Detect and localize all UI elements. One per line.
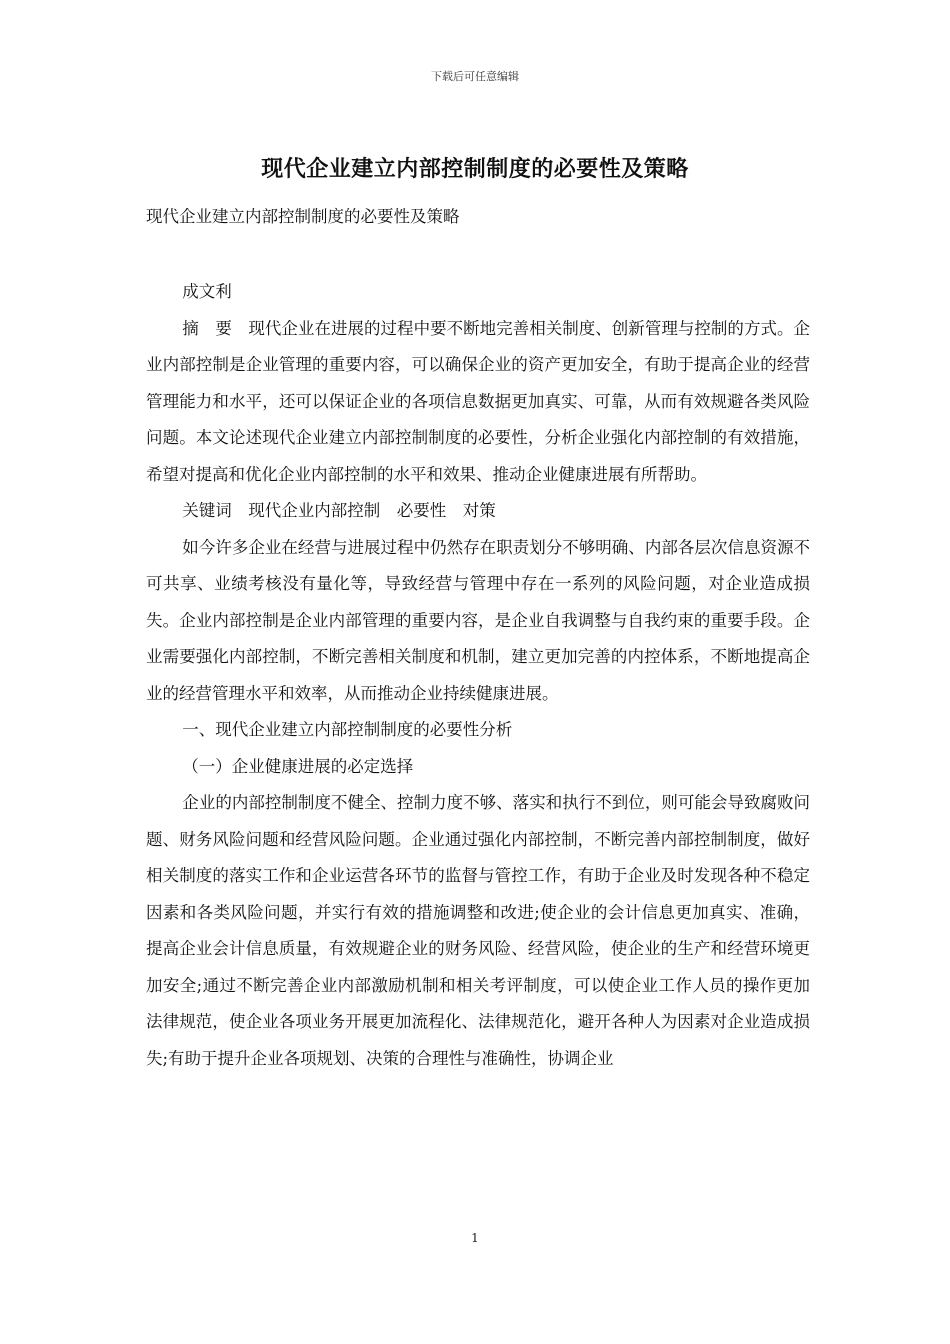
subsection-heading: （一）企业健康进展的必定选择 [182,756,414,776]
intro-paragraph: 如今许多企业在经营与进展过程中仍然存在职责划分不够明确、内部各层次信息资源不可共享、业绩考核没有量化等，导致经营与管理中存在一系列的风险问题，对企业造成损失。企业内部控制是企业内部管理的重要内容，是企业自我调整与自我约束的重要手段。企业需要强化内部控制，不断完善相关制度和机制，建立更加完善的内控体系，不断地提高企业的经营管理水平和效率，从而推动企业持续健康进展。 [146,537,810,703]
section-heading: 一、现代企业建立内部控制制度的必要性分析 [182,720,513,739]
document-body [146,274,810,1077]
header-note: 下载后可任意编辑 [431,70,519,83]
keywords-line: 关键词 现代企业内部控制 必要性 对策 [182,501,496,520]
document-subtitle: 现代企业建立内部控制制度的必要性及策略 [146,207,460,226]
author-line: 成文利 [182,282,232,301]
page-number: 1 [471,1231,479,1245]
abstract-paragraph: 摘 要 现代企业在进展的过程中要不断地完善相关制度、创新管理与控制的方式。企业内部控制是企业管理的重要内容，可以确保企业的资产更加安全，有助于提高企业的经营管理能力和水平，还可以保证企业的各项信息数据更加真实、可靠，从而有效规避各类风险问题。本文论述现代企业建立内部控制制度的必要性，分析企业强化内部控制的有效措施，希望对提高和优化企业内部控制的水平和效果、推动企业健康进展有所帮助。 [146,318,810,484]
document-title: 现代企业建立内部控制制度的必要性及策略 [261,157,689,182]
body-paragraph: 企业的内部控制制度不健全、控制力度不够、落实和执行不到位，则可能会导致腐败问题、财务风险问题和经营风险问题。企业通过强化内部控制，不断完善内部控制制度，做好相关制度的落实工作和企业运营各环节的监督与管控工作，有助于企业及时发现各种不稳定因素和各类风险问题，并实行有效的措施调整和改进;使企业的会计信息更加真实、准确，提高企业会计信息质量，有效规避企业的财务风险、经营风险，使企业的生产和经营环境更加安全;通过不断完善企业内部激励机制和相关考评制度，可以使企业工作人员的操作更加法律规范，使企业各项业务开展更加流程化、法律规范化，避开各种人为因素对企业造成损失;有助于提升企业各项规划、决策的合理性与准确性，协调企业 [146,793,810,1068]
